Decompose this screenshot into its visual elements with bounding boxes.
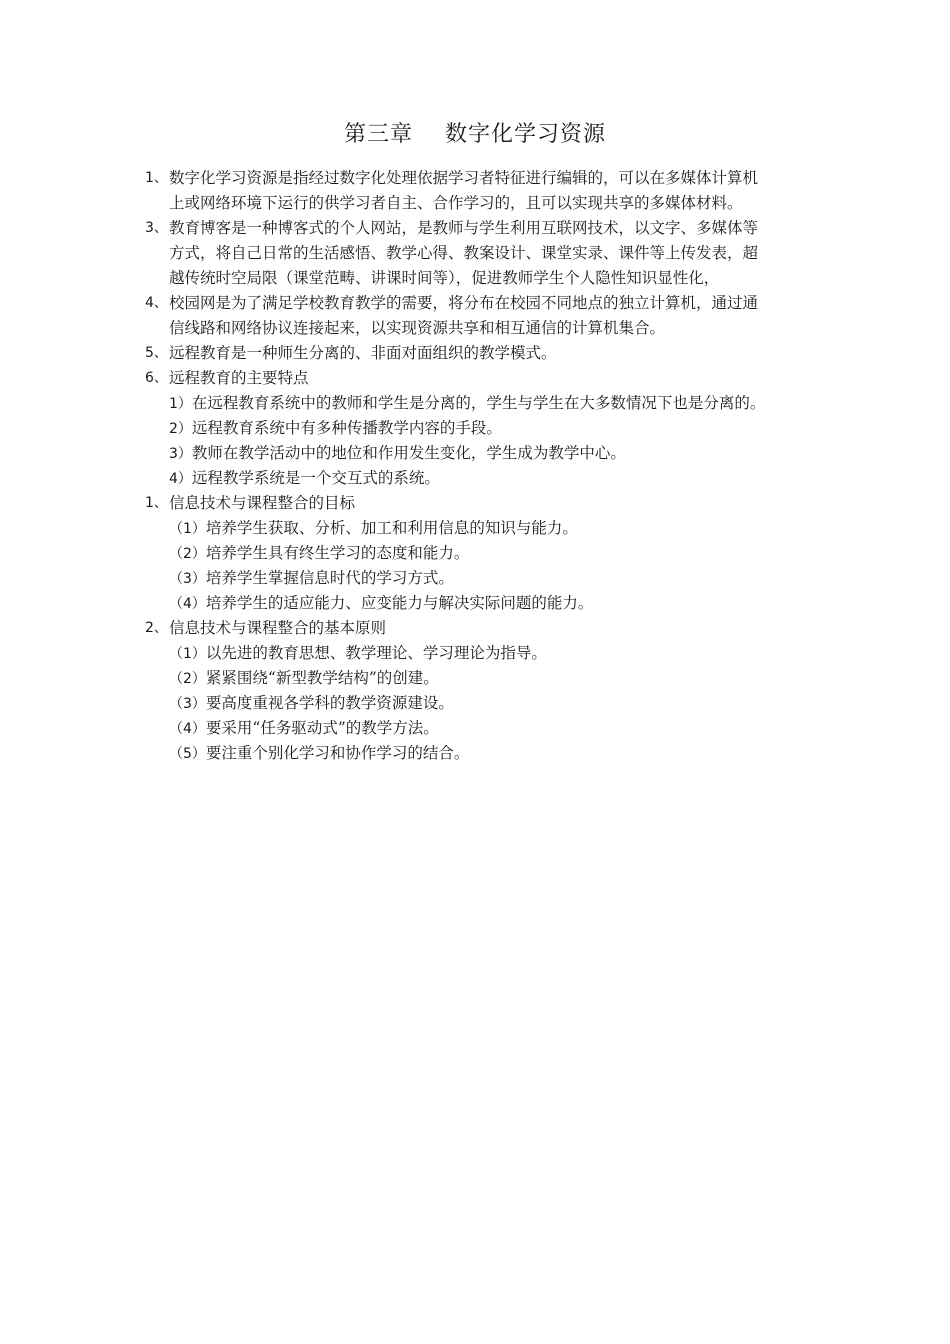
list-item [145,491,815,516]
list-item [145,291,815,341]
item-text [169,341,815,366]
sub-list-item [169,666,815,691]
sub-list-item [169,441,815,466]
text-line: 远程教育的主要特点 [169,369,309,387]
sub-list-item [169,466,815,491]
item-text [169,166,815,216]
sub-list [145,516,815,616]
text-line: 上或网络环境下运行的供学习者自主、合作学习的，且可以实现共享的多媒体材料。 [169,194,743,212]
sub-list-item [169,416,815,441]
text-line: 信线路和网络协议连接起来，以实现资源共享和相互通信的计算机集合。 [169,319,666,337]
sub-item-text: 远程教育系统中有多种传播教学内容的手段。 [191,419,502,437]
item-number: 6、 [145,370,168,386]
sub-list [145,641,815,766]
text-line: 越传统时空局限（课堂范畴、讲课时间等），促进教师学生个人隐性知识显性化， [169,269,720,287]
item-number: 1、 [145,495,168,511]
text-line: 远程教育是一种师生分离的、非面对面组织的教学模式。 [169,344,557,362]
sub-item-number: （3） [169,571,206,587]
sub-item-number: （4） [169,721,206,737]
text-line: 校园网是为了满足学校教育教学的需要，将分布在校园不同地点的独立计算机，通过通 [169,294,759,312]
sub-list-item [169,591,815,616]
sub-item-number: （4） [169,596,206,612]
sub-item-text: 培养学生获取、分析、加工和利用信息的知识与能力。 [205,519,578,537]
sub-item-text: 要注重个别化学习和协作学习的结合。 [205,744,470,762]
sub-item-number: 1） [169,396,192,412]
list-item [145,216,815,291]
sub-item-text: 在远程教育系统中的教师和学生是分离的，学生与学生在大多数情况下也是分离的。 [191,394,766,412]
item-number: 3、 [145,220,168,236]
sub-item-text: 远程教学系统是一个交互式的系统。 [191,469,440,487]
text-line: 信息技术与课程整合的目标 [169,494,356,512]
sub-item-text: 要高度重视各学科的教学资源建设。 [205,694,454,712]
item-number: 1、 [145,170,168,186]
sub-list-item [169,641,815,666]
document-body [145,166,815,766]
sub-item-text: 培养学生具有终生学习的态度和能力。 [205,544,470,562]
sub-item-number: 2） [169,421,192,437]
sub-item-text: 以先进的教育思想、教学理论、学习理论为指导。 [205,644,547,662]
sub-item-number: （2） [169,546,206,562]
item-number: 5、 [145,345,168,361]
sub-item-number: 3） [169,446,192,462]
sub-item-text: 要采用“任务驱动式”的教学方法。 [205,719,439,737]
item-text [169,291,815,341]
text-line: 方式，将自己日常的生活感悟、教学心得、教案设计、课堂实录、课件等上传发表，超 [169,244,759,262]
item-text [169,491,815,516]
sub-item-number: （3） [169,696,206,712]
sub-item-text: 培养学生的适应能力、应变能力与解决实际问题的能力。 [205,594,594,612]
sub-list-item [169,741,815,766]
sub-list-item [169,691,815,716]
sub-list-item [169,716,815,741]
sub-item-text: 教师在教学活动中的地位和作用发生变化，学生成为教学中心。 [191,444,626,462]
item-text [169,216,815,291]
list-item [145,166,815,216]
list-item [145,366,815,391]
sub-item-number: （1） [169,646,206,662]
text-line: 数字化学习资源是指经过数字化处理依据学习者特征进行编辑的，可以在多媒体计算机 [169,169,759,187]
sub-list-item [169,391,815,416]
item-number: 4、 [145,295,168,311]
text-line: 教育博客是一种博客式的个人网站，是教师与学生利用互联网技术，以文字、多媒体等 [169,219,759,237]
sub-item-number: （5） [169,746,206,762]
item-text [169,366,815,391]
sub-list-item [169,541,815,566]
sub-list [145,391,815,491]
text-line: 信息技术与课程整合的基本原则 [169,619,387,637]
sub-list-item [169,566,815,591]
sub-item-text: 培养学生掌握信息时代的学习方式。 [205,569,454,587]
sub-item-number: （2） [169,671,206,687]
sub-list-item [169,516,815,541]
chapter-title: 第三章 数字化学习资源 [344,122,606,147]
item-number: 2、 [145,620,168,636]
sub-item-number: 4） [169,471,192,487]
item-text [169,616,815,641]
sub-item-number: （1） [169,521,206,537]
sub-item-text: 紧紧围绕“新型教学结构”的创建。 [205,669,439,687]
list-item [145,616,815,641]
list-item [145,341,815,366]
